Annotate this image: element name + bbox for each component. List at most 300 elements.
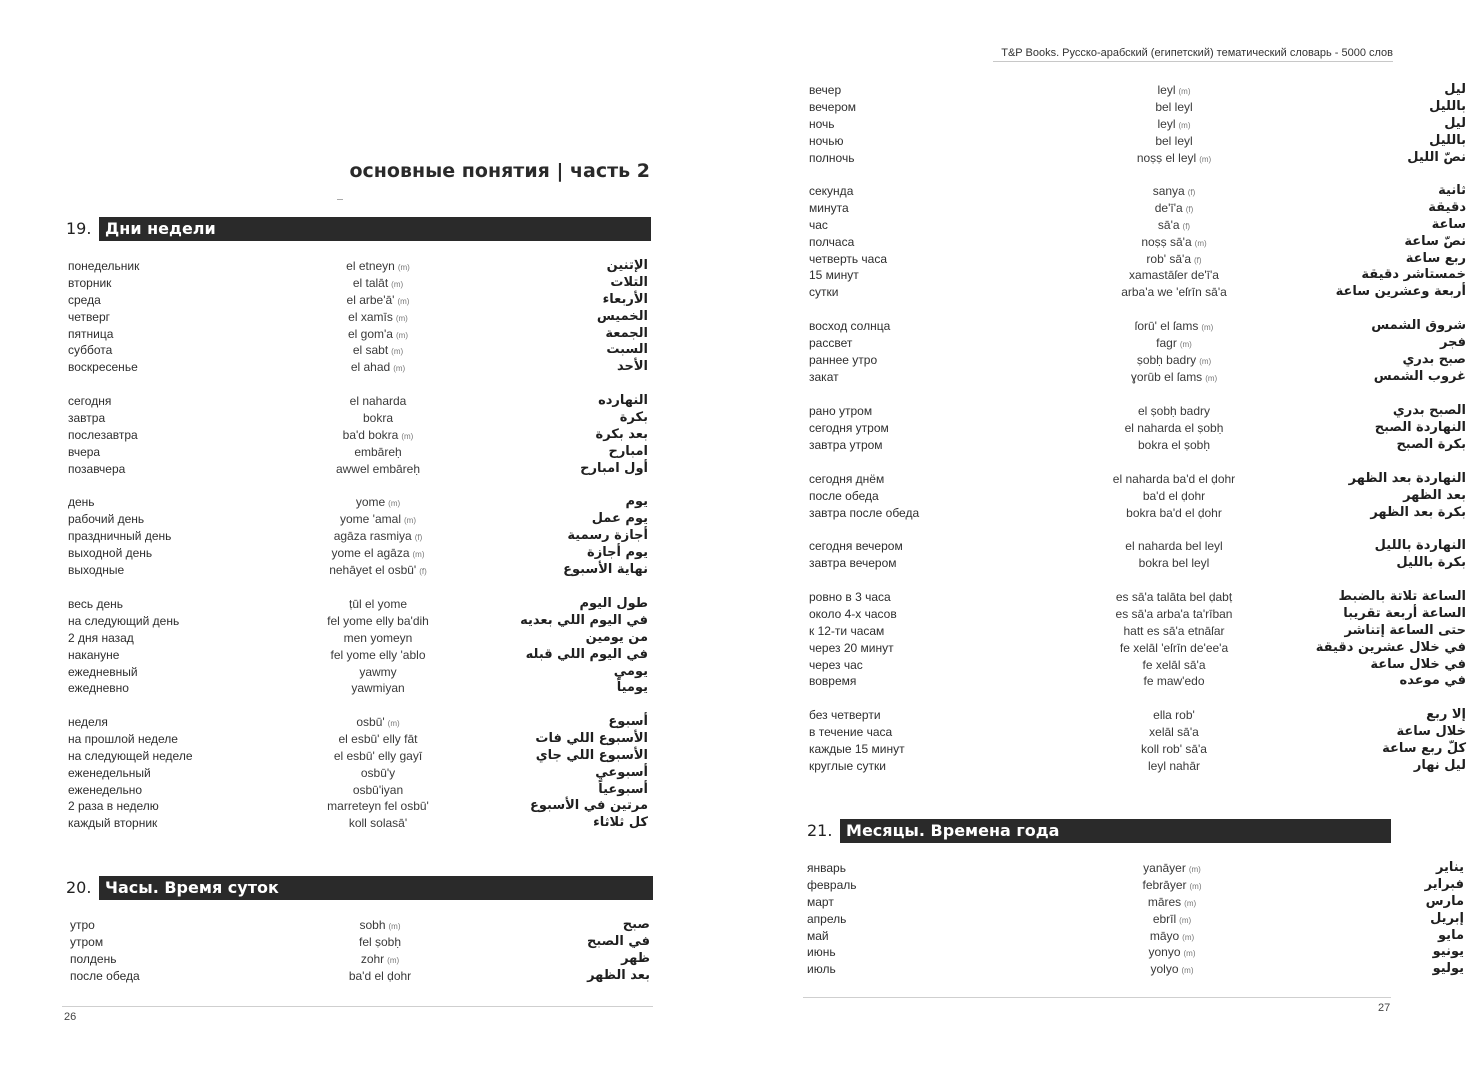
- russian-word: пятница: [68, 326, 114, 341]
- transliteration: [1049, 403, 1299, 420]
- russian-word: каждые 15 минут: [809, 741, 905, 756]
- arabic-word: الصبح بدري: [1392, 403, 1466, 418]
- vocab-row: [809, 133, 1467, 150]
- transliteration: [1049, 99, 1299, 116]
- vocab-row: [809, 673, 1467, 690]
- vocab-row: [807, 877, 1467, 894]
- vocab-row: [68, 393, 668, 410]
- russian-word: вчера: [68, 444, 101, 459]
- russian-word: выходные: [68, 562, 125, 577]
- russian-word: минута: [809, 200, 849, 215]
- gender-marker: (m): [401, 431, 414, 441]
- vocab-row: [809, 217, 1467, 234]
- transliteration-text: fe maw'edo: [1143, 674, 1205, 689]
- transliteration-text: osbū': [356, 715, 385, 729]
- transliteration: [258, 647, 498, 664]
- russian-word: еженедельно: [68, 782, 143, 797]
- russian-word: завтра после обеда: [809, 505, 920, 520]
- transliteration-text: yome: [355, 495, 386, 509]
- word-group: [809, 589, 1467, 690]
- transliteration: [258, 410, 498, 427]
- transliteration-text: noṣṣ el leyl: [1136, 150, 1197, 165]
- arabic-word: الخميس: [596, 308, 648, 324]
- transliteration: [258, 664, 498, 681]
- russian-word: рабочий день: [68, 511, 145, 526]
- russian-word: январь: [807, 861, 846, 875]
- transliteration-text: arba'a we 'eſrīn sā'a: [1121, 285, 1227, 300]
- transliteration-text: bel leyl: [1155, 133, 1193, 148]
- vocab-row: [68, 647, 668, 664]
- russian-word: февраль: [807, 877, 857, 892]
- arabic-word: في اليوم اللي بعديه: [520, 612, 648, 628]
- gender-marker: (m): [1178, 120, 1191, 130]
- word-group: [809, 538, 1467, 572]
- word-group: [68, 393, 668, 477]
- transliteration-text: fel ṣobḥ: [358, 934, 402, 949]
- russian-word: ночью: [809, 133, 844, 148]
- vocab-row: [809, 505, 1467, 522]
- arabic-word: بعد الظهر: [587, 967, 650, 983]
- russian-word: сегодня: [68, 394, 112, 408]
- arabic-word: مرتين في الأسبوع: [530, 798, 648, 814]
- arabic-word: الأربعاء: [602, 291, 648, 307]
- gender-marker: (f): [414, 532, 423, 542]
- transliteration-text: ba'd bokra: [342, 427, 399, 442]
- arabic-word: أول امبارح: [580, 460, 648, 476]
- arabic-word: ليل نهار: [1413, 757, 1466, 773]
- vocab-row: [807, 911, 1467, 928]
- arabic-word: ربع ساعة: [1405, 250, 1466, 266]
- russian-word: через 20 минут: [809, 640, 894, 655]
- transliteration-text: es sā'a talāta bel ḍabṭ: [1115, 590, 1233, 604]
- vocab-row: [68, 528, 668, 545]
- russian-word: четверть часа: [809, 251, 888, 266]
- arabic-word: يوم أجازة: [587, 544, 648, 560]
- vocab-row: [809, 116, 1467, 133]
- russian-word: без четверти: [809, 708, 881, 722]
- transliteration: [1049, 707, 1299, 724]
- transliteration: [258, 359, 498, 378]
- arabic-word: الإتنين: [606, 258, 648, 273]
- transliteration-text: el xamīs: [348, 309, 393, 324]
- arabic-word: بكرة بعد الظهر: [1370, 504, 1466, 520]
- vocab-row: [68, 664, 668, 681]
- arabic-word: في الصبح: [586, 933, 650, 949]
- gender-marker: (f): [419, 566, 427, 576]
- russian-word: около 4-х часов: [809, 606, 897, 621]
- gender-marker: (m): [397, 296, 410, 306]
- transliteration-text: marreteyn fel osbū': [327, 799, 429, 814]
- gender-marker: (m): [1199, 154, 1212, 164]
- vocab-row: [68, 596, 668, 613]
- russian-word: вовремя: [809, 674, 857, 689]
- arabic-word: في خلال عشرين دقيقة: [1315, 639, 1466, 655]
- russian-word: утро: [70, 918, 95, 932]
- russian-word: выходной день: [68, 545, 153, 560]
- russian-word: вечером: [809, 99, 857, 114]
- transliteration-text: yome el agāza: [331, 545, 410, 560]
- vocab-row: [68, 275, 668, 292]
- transliteration-text: yawmiyan: [351, 681, 405, 696]
- arabic-word: يوليو: [1432, 961, 1464, 977]
- arabic-word: نهاية الأسبوع: [563, 561, 648, 577]
- arabic-word: بكرة: [619, 409, 648, 425]
- gender-marker: (m): [1184, 898, 1197, 908]
- vocab-row: [807, 894, 1467, 911]
- vocab-row: [809, 183, 1467, 200]
- arabic-word: النهاردة الصبح: [1374, 419, 1466, 435]
- transliteration: [1049, 133, 1299, 150]
- russian-word: 2 дня назад: [68, 630, 134, 645]
- transliteration-text: osbū'iyan: [352, 782, 404, 797]
- running-header: T&P Books. Русско-арабский (египетский) тематический словарь - 5000 слов: [993, 47, 1393, 62]
- transliteration-text: fel yome elly ba'dih: [327, 613, 429, 628]
- arabic-word: يوم: [625, 494, 648, 509]
- transliteration-text: yome 'amal: [340, 511, 401, 526]
- arabic-word: النهاردة بالليل: [1374, 538, 1466, 553]
- arabic-word: مايو: [1438, 927, 1464, 943]
- vocab-row: [809, 640, 1467, 657]
- russian-word: позавчера: [68, 461, 126, 476]
- right-page: [733, 0, 1467, 1080]
- vocab-row: [68, 461, 668, 478]
- vocab-row: [70, 951, 670, 968]
- transliteration: [258, 630, 498, 647]
- transliteration-text: ebrīl: [1152, 911, 1177, 926]
- russian-word: вторник: [68, 275, 112, 290]
- footer-rule: [803, 997, 1391, 998]
- vocab-row: [68, 798, 668, 815]
- transliteration: [258, 815, 498, 832]
- vocab-row: [809, 437, 1467, 454]
- russian-word: понедельник: [68, 259, 140, 273]
- transliteration-text: ba'd el ḍohr: [348, 968, 412, 983]
- transliteration: [1049, 437, 1299, 454]
- vocab-row: [68, 511, 668, 528]
- word-group: [807, 860, 1467, 978]
- gender-marker: (m): [1181, 966, 1194, 976]
- transliteration: [258, 613, 498, 630]
- vocab-row: [68, 545, 668, 562]
- word-group: [68, 596, 668, 697]
- gender-marker: (m): [388, 922, 401, 931]
- transliteration: [1047, 961, 1297, 980]
- arabic-word: شروق الشمس: [1371, 318, 1466, 333]
- russian-word: час: [809, 217, 828, 232]
- gender-marker: (m): [1188, 865, 1201, 874]
- russian-word: завтра: [68, 410, 106, 425]
- arabic-word: طول اليوم: [579, 596, 648, 611]
- gender-marker: (m): [412, 549, 425, 559]
- transliteration: [1049, 420, 1299, 437]
- vocab-row: [807, 928, 1467, 945]
- word-group: [68, 494, 668, 578]
- footer-rule: [62, 1006, 653, 1007]
- arabic-word: يناير: [1435, 860, 1464, 875]
- russian-word: утром: [70, 934, 104, 949]
- transliteration-text: yanāyer: [1143, 861, 1186, 875]
- transliteration-text: sobh: [359, 918, 386, 932]
- transliteration-text: el naharda: [349, 394, 407, 408]
- arabic-word: الأسبوع اللي جاي: [535, 747, 648, 763]
- transliteration-text: el ahad: [350, 360, 391, 375]
- russian-word: рано утром: [809, 404, 873, 418]
- russian-word: круглые сутки: [809, 758, 886, 773]
- vocab-row: [809, 538, 1467, 555]
- transliteration: [1049, 623, 1299, 640]
- gender-marker: (m): [393, 364, 406, 374]
- gender-marker: (m): [1182, 932, 1195, 942]
- transliteration: [1049, 267, 1299, 284]
- arabic-word: غروب الشمس: [1373, 368, 1466, 384]
- transliteration-text: koll solasā': [348, 816, 408, 831]
- vocab-row: [809, 82, 1467, 99]
- transliteration-text: el sabt: [352, 343, 389, 358]
- transliteration-text: ɣorūb el ſams: [1130, 369, 1203, 384]
- vocab-row: [68, 494, 668, 511]
- transliteration-text: el ṣobḥ badry: [1137, 404, 1211, 418]
- transliteration-text: yonyo: [1148, 945, 1181, 960]
- russian-word: воскресенье: [68, 360, 138, 375]
- transliteration-text: fe xelāl 'eſrīn de'ee'a: [1119, 640, 1229, 655]
- vocab-row: [807, 961, 1467, 978]
- transliteration: [258, 444, 498, 461]
- gender-marker: (m): [391, 347, 404, 357]
- transliteration-text: de'ī'a: [1154, 200, 1183, 215]
- word-group: [809, 318, 1467, 386]
- word-group: [809, 471, 1467, 522]
- decorative-dash: [337, 199, 343, 200]
- arabic-word: إلا ربع: [1426, 707, 1466, 722]
- transliteration-text: hatt es sā'a etnāſar: [1123, 623, 1225, 638]
- transliteration-text: ṭūl el yome: [348, 597, 408, 611]
- russian-word: послезавтра: [68, 427, 138, 442]
- arabic-word: في اليوم اللي قبله: [525, 646, 648, 662]
- transliteration-text: māyo: [1149, 928, 1180, 943]
- vocab-row: [809, 200, 1467, 217]
- russian-word: четверг: [68, 309, 110, 324]
- arabic-word: نصّ الليل: [1407, 149, 1466, 165]
- transliteration: [258, 461, 498, 478]
- russian-word: ровно в 3 часа: [809, 590, 891, 604]
- arabic-word: فجر: [1440, 334, 1466, 350]
- arabic-word: نصّ ساعة: [1404, 233, 1466, 249]
- vocab-row: [68, 258, 668, 275]
- russian-word: еженедельный: [68, 765, 151, 780]
- arabic-word: بكرة بالليل: [1396, 554, 1466, 570]
- arabic-word: في موعده: [1399, 673, 1466, 689]
- russian-word: суббота: [68, 343, 113, 358]
- arabic-word: الأحد: [616, 359, 648, 375]
- russian-word: завтра вечером: [809, 555, 897, 570]
- russian-word: июнь: [807, 945, 836, 960]
- arabic-word: من يومين: [585, 629, 648, 645]
- vocab-row: [68, 359, 668, 376]
- left-page: [0, 0, 733, 1080]
- vocab-row: [809, 606, 1467, 623]
- arabic-word: أسبوعياً: [598, 781, 648, 797]
- russian-word: полчаса: [809, 234, 855, 249]
- vocab-row: [809, 471, 1467, 488]
- russian-word: день: [68, 495, 95, 509]
- transliteration-text: el naharda ba'd el ḍohr: [1112, 472, 1236, 486]
- russian-word: в течение часа: [809, 724, 893, 739]
- gender-marker: (m): [1189, 881, 1202, 891]
- russian-word: через час: [809, 657, 863, 672]
- transliteration-text: yawmy: [359, 664, 397, 679]
- transliteration: [1049, 284, 1299, 301]
- russian-word: сегодня утром: [809, 420, 889, 435]
- vocab-row: [68, 731, 668, 748]
- vocab-row: [68, 309, 668, 326]
- arabic-word: خلال ساعة: [1396, 723, 1466, 739]
- vocab-row: [809, 150, 1467, 167]
- russian-word: июль: [807, 962, 836, 977]
- arabic-word: أربعة وعشرين ساعة: [1335, 284, 1466, 300]
- transliteration-text: nehāyet el osbū': [329, 562, 417, 577]
- russian-word: среда: [68, 292, 101, 307]
- vocab-row: [68, 427, 668, 444]
- transliteration: [258, 798, 498, 815]
- transliteration: [260, 934, 500, 951]
- transliteration-text: es sā'a arba'a ta'rīban: [1115, 606, 1233, 621]
- russian-word: сегодня вечером: [809, 539, 903, 553]
- vocab-row: [809, 589, 1467, 606]
- transliteration-text: fel yome elly 'ablo: [330, 647, 426, 662]
- transliteration-text: bokra: [362, 410, 394, 425]
- gender-marker: (m): [387, 719, 400, 728]
- transliteration: [1049, 589, 1299, 606]
- transliteration-text: el esbū' elly fāt: [338, 731, 418, 746]
- arabic-word: ساعة: [1431, 216, 1466, 232]
- transliteration: [260, 968, 500, 985]
- arabic-word: الساعة تلاتة بالضبط: [1338, 589, 1466, 604]
- transliteration-text: xelāl sā'a: [1149, 724, 1199, 739]
- vocab-row: [809, 369, 1467, 386]
- russian-word: апрель: [807, 911, 847, 926]
- vocab-row: [809, 403, 1467, 420]
- arabic-word: فبراير: [1424, 876, 1464, 892]
- russian-word: ежедневный: [68, 664, 138, 679]
- transliteration-text: ba'd el ḍohr: [1142, 488, 1206, 503]
- transliteration: [1049, 538, 1299, 555]
- section-header-21: [803, 819, 1391, 843]
- vocab-row: [809, 488, 1467, 505]
- russian-word: праздничный день: [68, 528, 172, 543]
- vocab-row: [809, 267, 1467, 284]
- page-number: 27: [1378, 1002, 1391, 1014]
- arabic-word: بعد الظهر: [1403, 487, 1466, 503]
- arabic-word: كل ثلاثاء: [593, 815, 648, 831]
- section-title: Месяцы. Времена года: [846, 821, 1060, 840]
- gender-marker: (f): [1185, 204, 1194, 214]
- transliteration: [258, 596, 498, 613]
- transliteration-text: leyl: [1157, 83, 1176, 97]
- vocab-row: [809, 99, 1467, 116]
- vocab-row: [68, 444, 668, 461]
- gender-marker: (m): [395, 330, 408, 340]
- transliteration-text: noṣṣ sā'a: [1141, 234, 1192, 249]
- page-number: 26: [64, 1011, 77, 1023]
- arabic-word: بالليل: [1429, 98, 1466, 114]
- vocab-row: [68, 765, 668, 782]
- arabic-word: يوم عمل: [591, 510, 648, 526]
- arabic-word: النهارده: [598, 393, 648, 408]
- arabic-word: بالليل: [1429, 132, 1466, 148]
- word-group: [809, 403, 1467, 454]
- transliteration-text: ſorū' el ſams: [1134, 319, 1199, 333]
- arabic-word: يومي: [613, 663, 648, 679]
- transliteration: [1049, 673, 1299, 690]
- transliteration-text: el esbū' elly gayī: [333, 748, 423, 763]
- russian-word: каждый вторник: [68, 816, 158, 831]
- transliteration-text: el etneyn: [346, 259, 395, 273]
- arabic-word: بعد بكرة: [595, 426, 648, 442]
- transliteration-text: rob' sā'a: [1146, 251, 1192, 266]
- russian-word: ежедневно: [68, 681, 129, 696]
- gender-marker: (m): [1183, 949, 1196, 959]
- vocab-row: [809, 234, 1467, 251]
- vocab-row: [809, 251, 1467, 268]
- transliteration: [1049, 150, 1299, 169]
- vocab-row: [68, 815, 668, 832]
- transliteration: [258, 731, 498, 748]
- vocab-row: [68, 782, 668, 799]
- vocab-row: [70, 917, 670, 934]
- section-number: 19.: [62, 217, 99, 241]
- vocab-row: [809, 623, 1467, 640]
- vocab-row: [68, 410, 668, 427]
- vocab-row: [70, 934, 670, 951]
- arabic-word: خمستاشر دقيقة: [1361, 267, 1466, 283]
- transliteration-text: leyl nahār: [1147, 758, 1201, 773]
- gender-marker: (m): [1194, 238, 1207, 248]
- gender-marker: (f): [1182, 221, 1191, 231]
- vocab-row: [809, 284, 1467, 301]
- gender-marker: (m): [391, 279, 404, 289]
- arabic-word: التلات: [610, 274, 648, 290]
- arabic-word: صبح: [622, 917, 650, 932]
- section-title: Часы. Время суток: [105, 878, 279, 897]
- arabic-word: مارس: [1425, 893, 1464, 909]
- vocab-row: [807, 860, 1467, 877]
- chapter-title: основные понятия | часть 2: [349, 160, 650, 182]
- arabic-word: صبح بدري: [1402, 351, 1466, 367]
- transliteration-text: yolyo: [1150, 962, 1179, 977]
- gender-marker: (m): [1178, 87, 1191, 96]
- vocab-row: [68, 326, 668, 343]
- gender-marker: (f): [1194, 255, 1202, 265]
- transliteration: [1049, 555, 1299, 572]
- transliteration: [1049, 758, 1299, 775]
- word-group: [809, 707, 1467, 775]
- word-group: [70, 917, 670, 985]
- vocab-row: [68, 748, 668, 765]
- transliteration-text: febrāyer: [1142, 877, 1187, 892]
- russian-word: 2 раза в неделю: [68, 799, 159, 814]
- russian-word: ночь: [809, 116, 835, 131]
- transliteration: [1049, 741, 1299, 758]
- section-number: 20.: [62, 876, 99, 900]
- russian-word: полночь: [809, 150, 855, 165]
- vocab-row: [68, 630, 668, 647]
- transliteration-text: koll rob' sā'a: [1141, 741, 1207, 756]
- gender-marker: (f): [1187, 188, 1196, 197]
- arabic-word: ليل: [1444, 82, 1466, 97]
- vocab-row: [809, 555, 1467, 572]
- arabic-word: بكرة الصبح: [1396, 436, 1466, 452]
- russian-word: после обеда: [70, 968, 140, 983]
